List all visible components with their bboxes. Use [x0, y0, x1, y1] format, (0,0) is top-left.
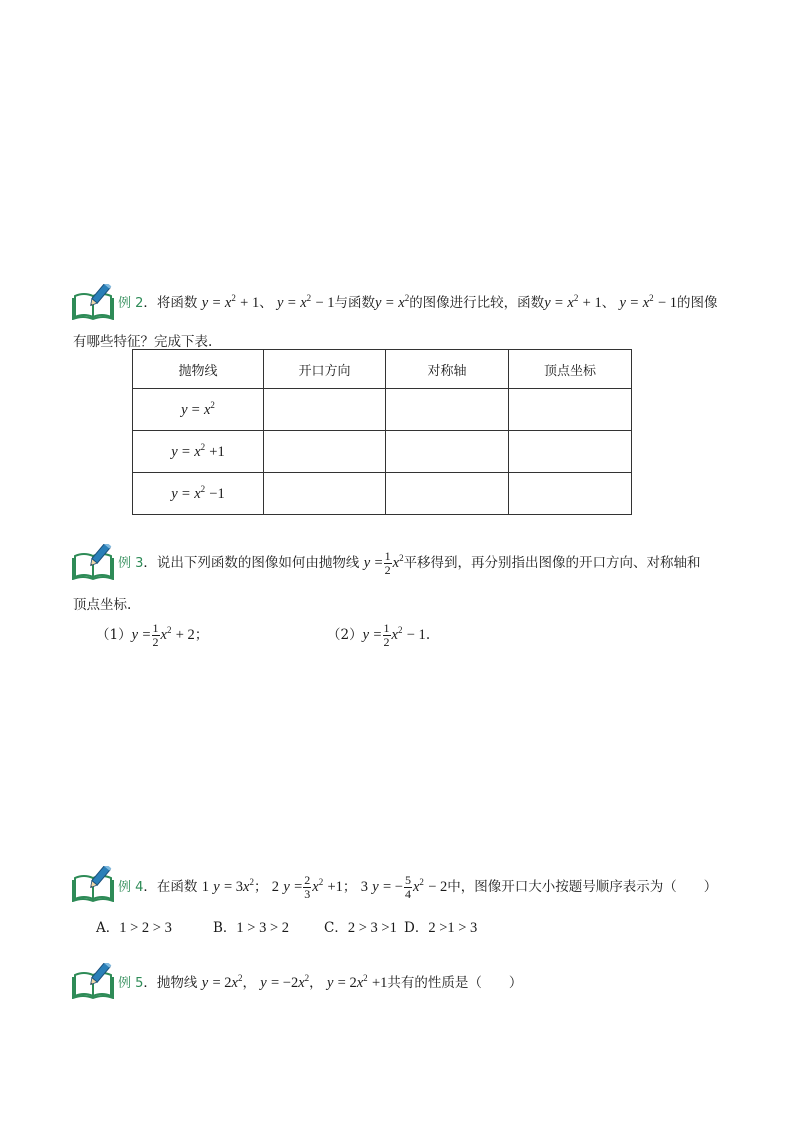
example-2-line-2: 有哪些特征？完成下表. [73, 334, 213, 350]
option-b: B．1 > 3 > 2 [213, 920, 290, 936]
table-cell [386, 389, 509, 431]
table-header-cell: 抛物线 [133, 350, 264, 389]
table-row [133, 389, 632, 431]
example-4-options [96, 916, 477, 937]
table-cell-function: $y = x^2$ [133, 389, 264, 431]
table-cell [509, 389, 632, 431]
example-3-line-2: 顶点坐标. [73, 597, 132, 613]
example-4-line-1: 例 4．在函数 1 $y = 3x^2$； 2 y = $\frac{2}{3}$ $x^2 +1$； 3 y = − $\frac{5}{4}$ $x^2 - 2$中，图像开口大小按题号顺序表示为（ ） [118, 873, 718, 901]
table-cell-function: $y = x^2 -1$ [133, 473, 264, 515]
table-cell [509, 473, 632, 515]
book-pencil-icon [72, 284, 116, 320]
book-pencil-icon [72, 963, 116, 999]
table-header-cell: 顶点坐标 [509, 350, 632, 389]
table-row [133, 473, 632, 515]
option-d: D．2 >1 > 3 [404, 920, 478, 936]
example-3-item-2: （2）y = $\frac{1}{2}$ $x^2 - 1$. [327, 621, 431, 649]
table-cell-function: $y = x^2 +1$ [133, 431, 264, 473]
table-cell [509, 431, 632, 473]
table-header-row [133, 350, 632, 389]
table-cell [264, 389, 386, 431]
example-2-line-1: 例 2．将函数 $y = x^2 + 1$、 $y = x^2 - 1$与函数$y = x^2$的图像进行比较，函数$y = x^2 + 1$、 $y = x^2 - 1$的图像 [118, 293, 718, 311]
table-header-cell: 对称轴 [386, 350, 509, 389]
example-5-line-1: 例 5．抛物线 $y = 2x^2$， $y = -2x^2$， $y = 2x^2 +1$共有的性质是（ ） [118, 973, 523, 991]
book-pencil-icon [72, 544, 116, 580]
table-row [133, 431, 632, 473]
option-a: A．1 > 2 > 3 [96, 920, 172, 936]
option-c: C．2 > 3 >1 [324, 920, 397, 936]
table-cell [264, 431, 386, 473]
example-3-line-1: 例 3．说出下列函数的图像如何由抛物线 y = $\frac{1}{2}$ $x^2$平移得到，再分别指出图像的开口方向、对称轴和 [118, 549, 701, 577]
example-label: 例 2 [118, 296, 144, 311]
table-cell [386, 431, 509, 473]
table-cell [264, 473, 386, 515]
example-3-item-1: （1）y = $\frac{1}{2}$ $x^2 + 2$； [96, 621, 209, 649]
example-label: 例 3 [118, 556, 144, 571]
table-cell [386, 473, 509, 515]
parabola-table [132, 349, 632, 515]
table-header-cell: 开口方向 [264, 350, 386, 389]
book-pencil-icon [72, 866, 116, 902]
example-label: 例 5 [118, 976, 144, 991]
example-label: 例 4 [118, 880, 144, 895]
